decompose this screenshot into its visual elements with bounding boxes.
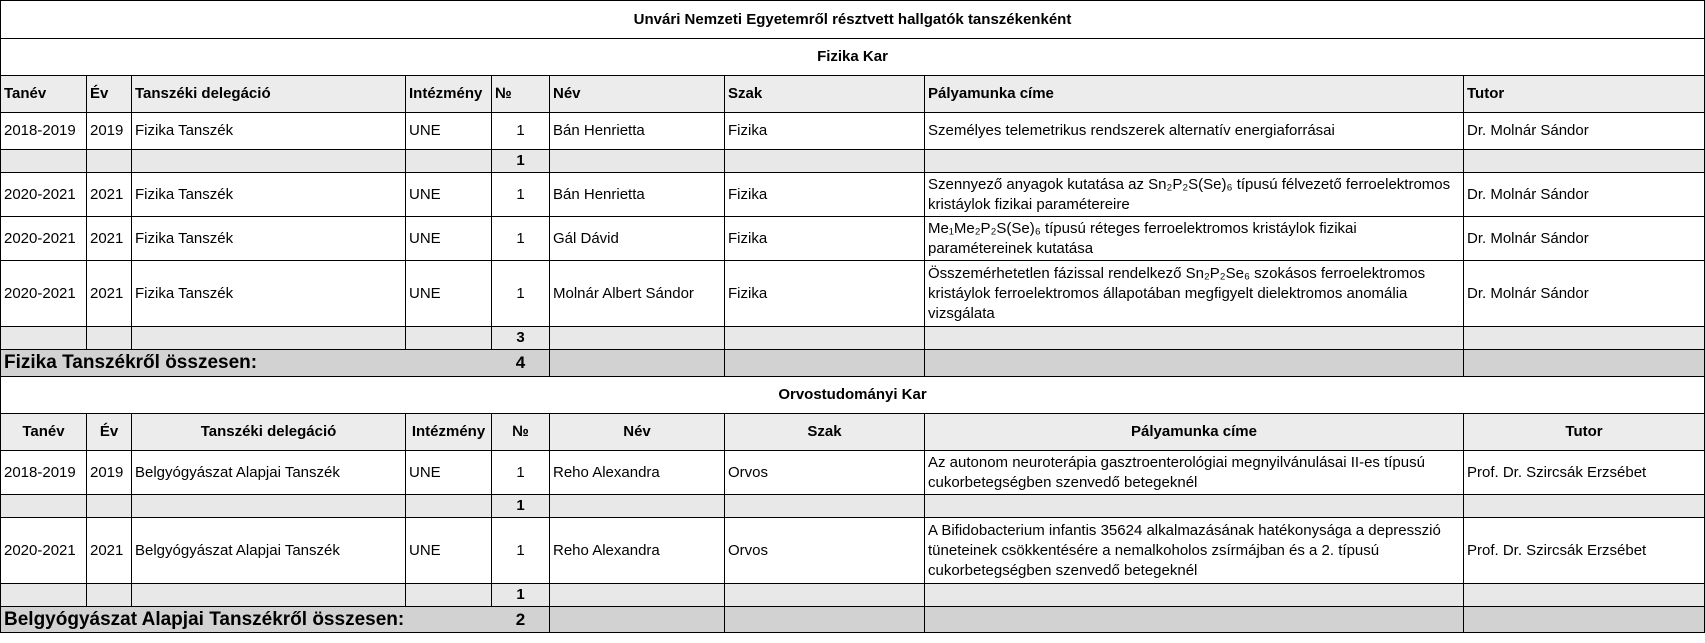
faculty-title: Fizika Kar (1, 39, 1705, 76)
header-cell: Intézmény (406, 76, 492, 113)
header-cell: Tanév (1, 76, 87, 113)
delegacio-cell: Fizika Tanszék (132, 261, 406, 327)
szak-cell: Orvos (725, 451, 925, 495)
subtotal-row (1, 495, 1705, 518)
szak-cell: Fizika (725, 261, 925, 327)
intezmeny-cell: UNE (406, 173, 492, 217)
cim-cell: A Bifidobacterium infantis 35624 alkalmazásának hatékonysága a depresszió tüneteinek csökkentésére a nemalkoholos zsírmájban és a 2. típusú cukorbetegségben szenvedő betegeknél (925, 518, 1464, 584)
table-row (1, 113, 1705, 150)
header-cell: Év (87, 414, 132, 451)
number-cell: 1 (492, 261, 550, 327)
subtotal-row (1, 150, 1705, 173)
delegacio-cell: Belgyógyászat Alapjai Tanszék (132, 451, 406, 495)
tutor-cell: Dr. Molnár Sándor (1464, 261, 1705, 327)
faculty-row (1, 377, 1705, 414)
intezmeny-cell: UNE (406, 261, 492, 327)
total-row (1, 350, 1705, 377)
ev-cell: 2019 (87, 113, 132, 150)
intezmeny-cell: UNE (406, 518, 492, 584)
ev-cell: 2021 (87, 173, 132, 217)
nev-cell: Reho Alexandra (550, 518, 725, 584)
table-row (1, 217, 1705, 261)
intezmeny-cell: UNE (406, 217, 492, 261)
cim-cell: Me₁Me₂P₂S(Se)₆ típusú réteges ferroelektromos kristáylok fizikai paramétereinek kutatása (925, 217, 1464, 261)
cim-cell: Személyes telemetrikus rendszerek alternatív energiaforrásai (925, 113, 1464, 150)
header-cell: Szak (725, 414, 925, 451)
table-row (1, 518, 1705, 584)
header-cell: № (492, 76, 550, 113)
nev-cell: Reho Alexandra (550, 451, 725, 495)
tanev-cell: 2018-2019 (1, 451, 87, 495)
total-row (1, 607, 1705, 633)
intezmeny-cell: UNE (406, 113, 492, 150)
total-label: Fizika Tanszékről összesen: (1, 350, 492, 377)
header-cell: Tanszéki delegáció (132, 414, 406, 451)
faculty-title: Orvostudományi Kar (1, 377, 1705, 414)
header-cell: Tanszéki delegáció (132, 76, 406, 113)
header-cell: № (492, 414, 550, 451)
subtotal-value: 1 (492, 150, 550, 173)
header-cell: Tutor (1464, 414, 1705, 451)
ev-cell: 2021 (87, 261, 132, 327)
total-label: Belgyógyászat Alapjai Tanszékről összesen: (1, 607, 492, 633)
header-cell: Intézmény (406, 414, 492, 451)
szak-cell: Fizika (725, 173, 925, 217)
cim-cell: Az autonom neuroterápia gasztroenterológiai megnyilvánulásai II-es típusú cukorbetegségben szenvedő betegeknél (925, 451, 1464, 495)
tanev-cell: 2020-2021 (1, 518, 87, 584)
subtotal-row (1, 584, 1705, 607)
nev-cell: Bán Henrietta (550, 173, 725, 217)
header-cell: Név (550, 414, 725, 451)
delegacio-cell: Fizika Tanszék (132, 173, 406, 217)
header-cell: Szak (725, 76, 925, 113)
total-value: 4 (492, 350, 550, 377)
table-row (1, 261, 1705, 327)
number-cell: 1 (492, 518, 550, 584)
tutor-cell: Dr. Molnár Sándor (1464, 217, 1705, 261)
tutor-cell: Prof. Dr. Szircsák Erzsébet (1464, 518, 1705, 584)
subtotal-value: 1 (492, 495, 550, 518)
szak-cell: Fizika (725, 113, 925, 150)
ev-cell: 2021 (87, 518, 132, 584)
title-row (1, 1, 1705, 39)
delegacio-cell: Fizika Tanszék (132, 217, 406, 261)
header-cell: Év (87, 76, 132, 113)
header-cell: Név (550, 76, 725, 113)
header-cell: Tanév (1, 414, 87, 451)
total-value: 2 (492, 607, 550, 633)
subtotal-value: 1 (492, 584, 550, 607)
delegacio-cell: Belgyógyászat Alapjai Tanszék (132, 518, 406, 584)
page-title: Unvári Nemzeti Egyetemről résztvett hallgatók tanszékenként (1, 1, 1705, 39)
faculty-row (1, 39, 1705, 76)
header-cell: Pályamunka címe (925, 414, 1464, 451)
ev-cell: 2021 (87, 217, 132, 261)
header-row (1, 414, 1705, 451)
tanev-cell: 2020-2021 (1, 173, 87, 217)
nev-cell: Gál Dávid (550, 217, 725, 261)
number-cell: 1 (492, 173, 550, 217)
tanev-cell: 2018-2019 (1, 113, 87, 150)
tutor-cell: Dr. Molnár Sándor (1464, 113, 1705, 150)
header-cell: Pályamunka címe (925, 76, 1464, 113)
subtotal-value: 3 (492, 327, 550, 350)
number-cell: 1 (492, 451, 550, 495)
nev-cell: Molnár Albert Sándor (550, 261, 725, 327)
delegacio-cell: Fizika Tanszék (132, 113, 406, 150)
header-cell: Tutor (1464, 76, 1705, 113)
cim-cell: Szennyező anyagok kutatása az Sn₂P₂S(Se)₆ típusú félvezető ferroelektromos kristáylok fizikai paramétereire (925, 173, 1464, 217)
table-row (1, 173, 1705, 217)
number-cell: 1 (492, 113, 550, 150)
subtotal-row (1, 327, 1705, 350)
number-cell: 1 (492, 217, 550, 261)
header-row (1, 76, 1705, 113)
intezmeny-cell: UNE (406, 451, 492, 495)
ev-cell: 2019 (87, 451, 132, 495)
szak-cell: Orvos (725, 518, 925, 584)
table-row (1, 451, 1705, 495)
tutor-cell: Prof. Dr. Szircsák Erzsébet (1464, 451, 1705, 495)
cim-cell: Összemérhetetlen fázissal rendelkező Sn₂P₂Se₆ szokásos ferroelektromos kristáylok ferroelektromos állapotában megfigyelt dielektromos anomália vizsgálata (925, 261, 1464, 327)
szak-cell: Fizika (725, 217, 925, 261)
tutor-cell: Dr. Molnár Sándor (1464, 173, 1705, 217)
tanev-cell: 2020-2021 (1, 217, 87, 261)
nev-cell: Bán Henrietta (550, 113, 725, 150)
tanev-cell: 2020-2021 (1, 261, 87, 327)
